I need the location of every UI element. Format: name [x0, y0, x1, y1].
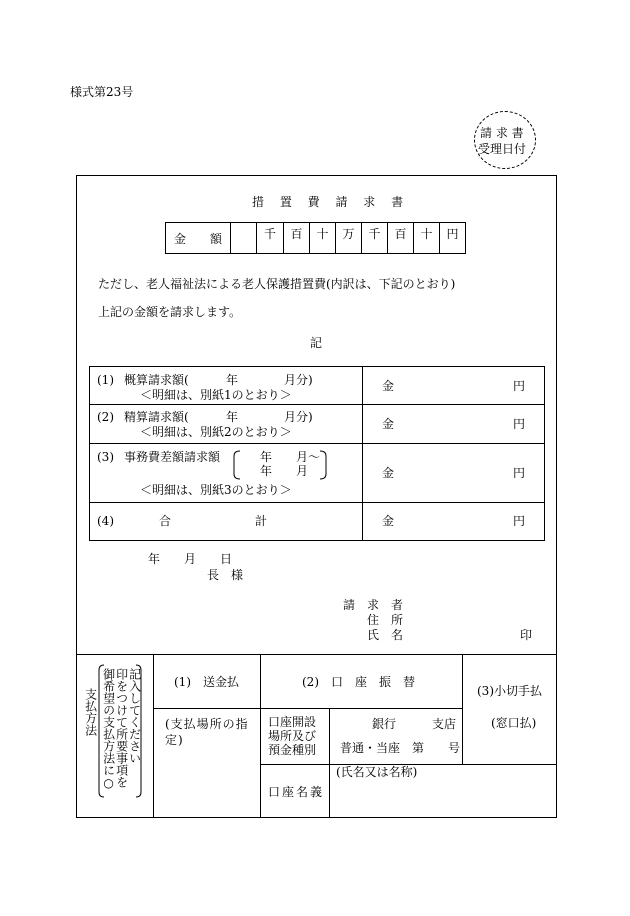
unit-cell[interactable]: 千: [362, 223, 388, 254]
unit-cell[interactable]: 百: [284, 223, 310, 254]
unit-cell[interactable]: 万: [336, 223, 362, 254]
payment-divider: [260, 654, 261, 818]
option-window: (窓口払): [491, 716, 537, 730]
date-line: 年 月 日: [148, 552, 233, 566]
receipt-stamp: [474, 111, 536, 169]
option-check[interactable]: (3)小切手払: [477, 684, 542, 698]
addressee: 長 様: [207, 568, 244, 582]
claimant-label: 請 求 者: [343, 598, 404, 612]
item-no: (4): [97, 514, 114, 528]
account-info-2: 場所及び: [268, 729, 317, 743]
amount-blank-cell[interactable]: [231, 223, 257, 254]
name-hint[interactable]: (氏名又は名称): [336, 765, 418, 779]
account-info-3: 預金種別: [268, 743, 317, 757]
item-label: 精算請求額(: [124, 410, 189, 424]
right-bracket: [318, 450, 328, 480]
body-text-1: ただし、老人福祉法による老人保護措置費(内訳は、下記のとおり): [98, 277, 456, 291]
period-to: 年 月: [260, 464, 309, 478]
side-label-main: 御希望の支払方法に○: [101, 668, 116, 790]
item-note: ＜明細は、別紙2のとおり＞: [140, 425, 292, 439]
item-note: ＜明細は、別紙1のとおり＞: [140, 388, 292, 402]
amount-label: 金 額: [166, 223, 231, 254]
address-label: 住 所: [367, 613, 404, 627]
bank-branch[interactable]: 銀行 支店: [372, 717, 457, 731]
item-year: 年: [226, 373, 239, 387]
side-label-end: 記入してください: [127, 668, 142, 764]
left-bracket: [232, 450, 242, 480]
item-label: 事務費差額請求額: [124, 450, 221, 464]
payment-divider: [153, 654, 154, 818]
item-total-label: 合 計: [159, 514, 268, 528]
unit-cell[interactable]: 十: [310, 223, 336, 254]
unit-cell[interactable]: 円: [440, 223, 466, 254]
item-en: 円: [513, 417, 526, 431]
breakdown-row-line: [89, 502, 545, 503]
form-title: 措 置 費 請 求 書: [252, 195, 410, 209]
item-month: 月分): [284, 373, 313, 387]
payment-top-line: [76, 654, 557, 655]
unit-cell[interactable]: 百: [388, 223, 414, 254]
amount-table: [165, 222, 466, 254]
name-label: 氏 名: [367, 628, 404, 642]
seal-mark: 印: [520, 628, 533, 642]
option-transfer-cash[interactable]: (1) 送金払: [174, 675, 239, 689]
breakdown-row-line: [89, 443, 545, 444]
side-label-payment: 支払方法: [83, 688, 98, 736]
unit-cell[interactable]: 十: [414, 223, 440, 254]
payment-row-line: [153, 708, 462, 709]
item-kin: 金: [382, 514, 395, 528]
period-from: 年 月〜: [260, 450, 321, 464]
body-text-2: 上記の金額を請求します。: [98, 305, 242, 319]
payment-divider: [329, 708, 330, 818]
payment-divider: [462, 654, 463, 764]
item-en: 円: [513, 466, 526, 480]
unit-cell[interactable]: 千: [257, 223, 284, 254]
item-no: (1): [97, 373, 114, 387]
item-no: (3): [97, 450, 114, 464]
option-account-transfer[interactable]: (2) 口 座 振 替: [302, 675, 415, 689]
item-month: 月分): [284, 410, 313, 424]
item-kin: 金: [382, 417, 395, 431]
account-name-label: 口座名義: [268, 785, 325, 799]
item-kin: 金: [382, 466, 395, 480]
stamp-line1: 請 求 書: [480, 126, 524, 140]
item-no: (2): [97, 410, 114, 424]
form-number: 様式第23号: [70, 85, 134, 99]
stamp-line2: 受理日付: [478, 142, 527, 156]
breakdown-divider: [362, 366, 363, 541]
item-year: 年: [226, 410, 239, 424]
item-kin: 金: [382, 379, 395, 393]
item-en: 円: [513, 379, 526, 393]
ki-mark: 記: [310, 336, 323, 350]
breakdown-row-line: [89, 404, 545, 405]
account-type[interactable]: 普通・当座 第 号: [340, 741, 461, 755]
account-info-1: 口座開設: [268, 715, 317, 729]
item-en: 円: [513, 514, 526, 528]
item-note: ＜明細は、別紙3のとおり＞: [140, 483, 292, 497]
pay-place-label: (支払場所の指定): [165, 717, 249, 747]
side-label-sub: 印をつけて所要事項を: [114, 668, 129, 788]
item-label: 概算請求額(: [124, 373, 189, 387]
